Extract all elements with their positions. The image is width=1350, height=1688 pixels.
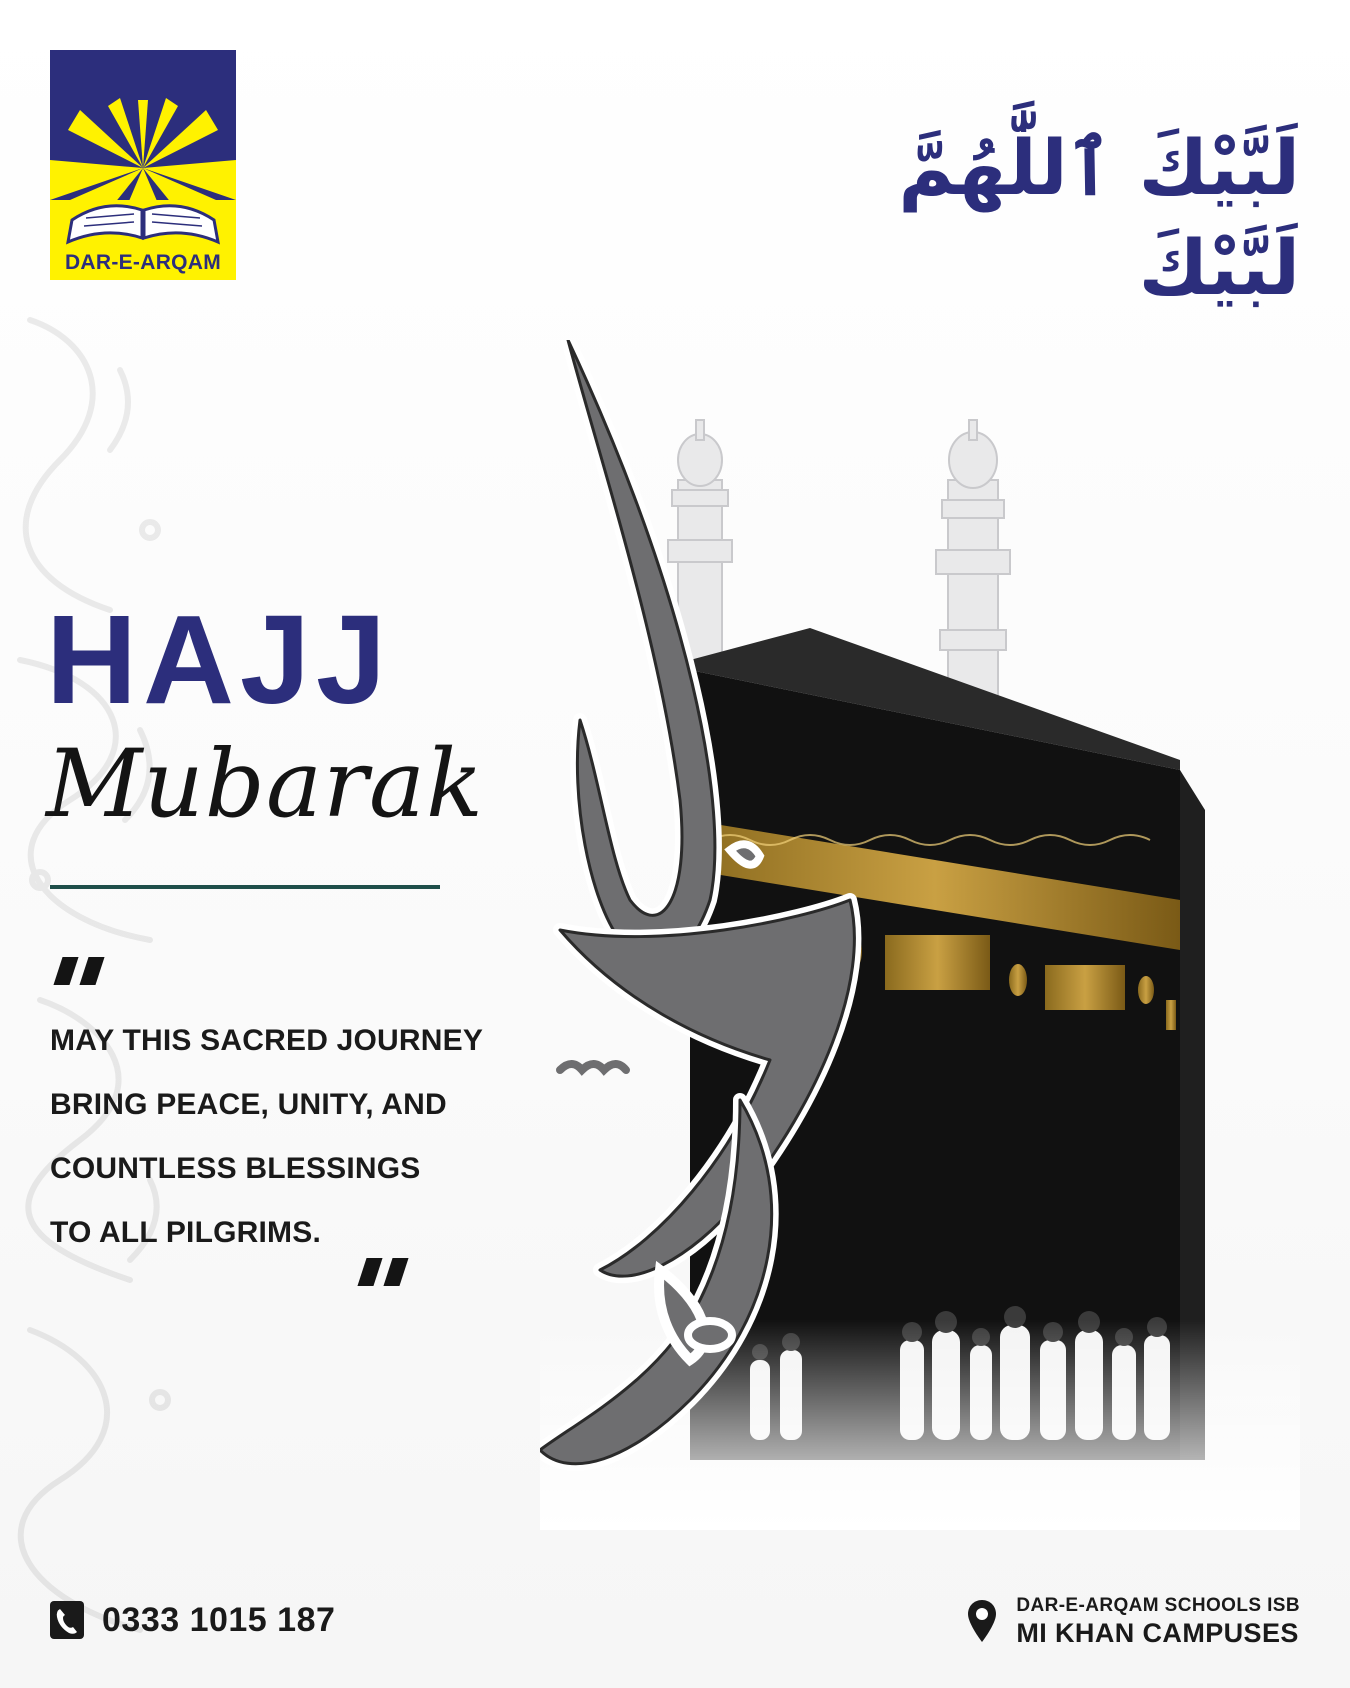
open-quote-icon — [54, 957, 112, 985]
location-line-2: MI KHAN CAMPUSES — [1016, 1618, 1299, 1648]
location-line-1: DAR-E-ARQAM SCHOOLS ISB — [1016, 1595, 1300, 1616]
school-logo — [50, 50, 236, 280]
message-line: TO ALL PILGRIMS. — [50, 1216, 321, 1249]
open-book-sunburst-icon — [50, 50, 236, 246]
close-quote-icon — [358, 1258, 416, 1286]
phone-number: 0333 1015 187 — [102, 1600, 336, 1639]
message-line: COUNTLESS BLESSINGS — [50, 1152, 421, 1185]
message-line: BRING PEACE, UNITY, AND — [50, 1088, 447, 1121]
minaret-right — [936, 420, 1010, 720]
message-line: MAY THIS SACRED JOURNEY — [50, 1024, 484, 1057]
phone-icon — [50, 1601, 84, 1639]
location-info — [968, 1594, 1300, 1648]
arabic-title: لَبَّيْكَ ٱللَّٰهُمَّ لَبَّيْكَ — [898, 123, 1300, 312]
map-pin-icon — [968, 1600, 996, 1642]
logo-label: DAR-E-ARQAM — [50, 246, 236, 280]
page-subtitle: Mubarak — [46, 730, 484, 839]
phone-contact[interactable] — [50, 1596, 335, 1644]
kaaba-illustration — [540, 340, 1300, 1530]
greeting-message — [50, 1018, 530, 1274]
divider — [50, 885, 440, 889]
page-title: HAJJ — [46, 589, 393, 730]
